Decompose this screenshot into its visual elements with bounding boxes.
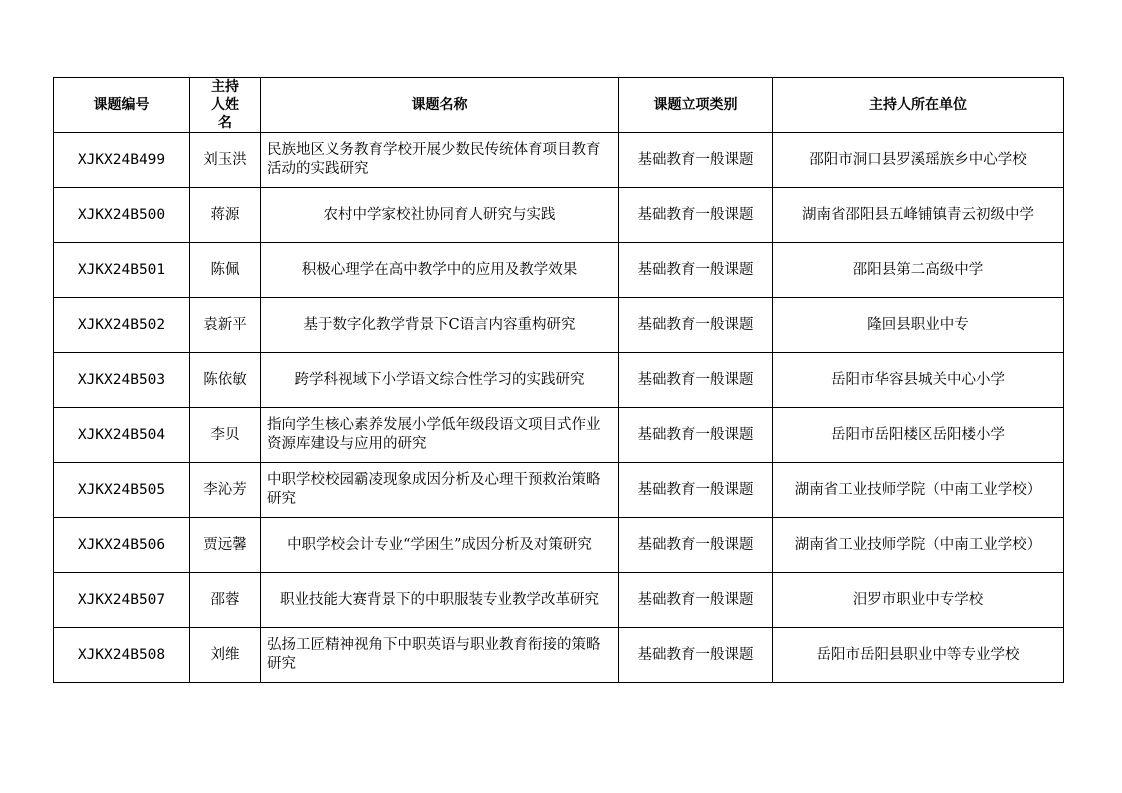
cell-host-unit: 湖南省邵阳县五峰铺镇青云初级中学: [773, 188, 1064, 243]
table-row: [54, 188, 1064, 243]
table-row: [54, 298, 1064, 353]
cell-project-title: 中职学校校园霸凌现象成因分析及心理干预救治策略研究: [261, 463, 619, 518]
cell-project-category: 基础教育一般课题: [619, 188, 773, 243]
cell-host-name: 刘维: [190, 628, 261, 683]
table-row: [54, 463, 1064, 518]
cell-project-title: 跨学科视域下小学语文综合性学习的实践研究: [261, 353, 619, 408]
cell-host-unit: 邵阳县第二高级中学: [773, 243, 1064, 298]
table-row: [54, 133, 1064, 188]
table-row: [54, 628, 1064, 683]
table-body: [54, 133, 1064, 683]
cell-project-category: 基础教育一般课题: [619, 628, 773, 683]
cell-host-unit: 汨罗市职业中专学校: [773, 573, 1064, 628]
header-host-name-label: 主持人姓名: [211, 79, 239, 131]
cell-host-name: 陈依敏: [190, 353, 261, 408]
cell-host-name: 陈佩: [190, 243, 261, 298]
header-host-unit: 主持人所在单位: [773, 78, 1064, 133]
cell-host-name: 李沁芳: [190, 463, 261, 518]
cell-host-name: 贾远馨: [190, 518, 261, 573]
cell-project-id: XJKX24B502: [54, 298, 190, 353]
cell-host-unit: 岳阳市华容县城关中心小学: [773, 353, 1064, 408]
cell-project-category: 基础教育一般课题: [619, 573, 773, 628]
cell-host-name: 刘玉洪: [190, 133, 261, 188]
cell-project-title: 指向学生核心素养发展小学低年级段语文项目式作业资源库建设与应用的研究: [261, 408, 619, 463]
cell-project-category: 基础教育一般课题: [619, 463, 773, 518]
cell-project-category: 基础教育一般课题: [619, 353, 773, 408]
cell-host-unit: 岳阳市岳阳楼区岳阳楼小学: [773, 408, 1064, 463]
cell-project-category: 基础教育一般课题: [619, 133, 773, 188]
header-project-id: 课题编号: [54, 78, 190, 133]
project-table: [53, 77, 1064, 683]
cell-project-title: 基于数字化教学背景下C语言内容重构研究: [261, 298, 619, 353]
cell-host-unit: 湖南省工业技师学院（中南工业学校）: [773, 463, 1064, 518]
header-host-name: [190, 78, 261, 133]
cell-project-id: XJKX24B505: [54, 463, 190, 518]
cell-project-id: XJKX24B499: [54, 133, 190, 188]
table-row: [54, 353, 1064, 408]
cell-host-unit: 邵阳市洞口县罗溪瑶族乡中心学校: [773, 133, 1064, 188]
cell-host-unit: 湖南省工业技师学院（中南工业学校）: [773, 518, 1064, 573]
table-row: [54, 573, 1064, 628]
header-project-title: 课题名称: [261, 78, 619, 133]
cell-host-name: 袁新平: [190, 298, 261, 353]
table-row: [54, 518, 1064, 573]
cell-project-id: XJKX24B508: [54, 628, 190, 683]
cell-project-category: 基础教育一般课题: [619, 408, 773, 463]
table-row: [54, 408, 1064, 463]
cell-project-id: XJKX24B506: [54, 518, 190, 573]
cell-project-category: 基础教育一般课题: [619, 298, 773, 353]
table-row: [54, 243, 1064, 298]
cell-project-category: 基础教育一般课题: [619, 518, 773, 573]
cell-project-id: XJKX24B503: [54, 353, 190, 408]
header-row: [54, 78, 1064, 133]
cell-host-name: 邵蓉: [190, 573, 261, 628]
cell-project-id: XJKX24B507: [54, 573, 190, 628]
cell-project-title: 中职学校会计专业“学困生”成因分析及对策研究: [261, 518, 619, 573]
header-project-category: 课题立项类别: [619, 78, 773, 133]
cell-project-title: 农村中学家校社协同育人研究与实践: [261, 188, 619, 243]
cell-project-title: 民族地区义务教育学校开展少数民传统体育项目教育活动的实践研究: [261, 133, 619, 188]
cell-host-unit: 岳阳市岳阳县职业中等专业学校: [773, 628, 1064, 683]
cell-project-id: XJKX24B504: [54, 408, 190, 463]
cell-project-id: XJKX24B501: [54, 243, 190, 298]
cell-project-category: 基础教育一般课题: [619, 243, 773, 298]
cell-project-id: XJKX24B500: [54, 188, 190, 243]
cell-host-unit: 隆回县职业中专: [773, 298, 1064, 353]
cell-project-title: 弘扬工匠精神视角下中职英语与职业教育衔接的策略研究: [261, 628, 619, 683]
cell-host-name: 蒋源: [190, 188, 261, 243]
cell-host-name: 李贝: [190, 408, 261, 463]
cell-project-title: 积极心理学在高中教学中的应用及教学效果: [261, 243, 619, 298]
table-header: [54, 78, 1064, 133]
cell-project-title: 职业技能大赛背景下的中职服装专业教学改革研究: [261, 573, 619, 628]
